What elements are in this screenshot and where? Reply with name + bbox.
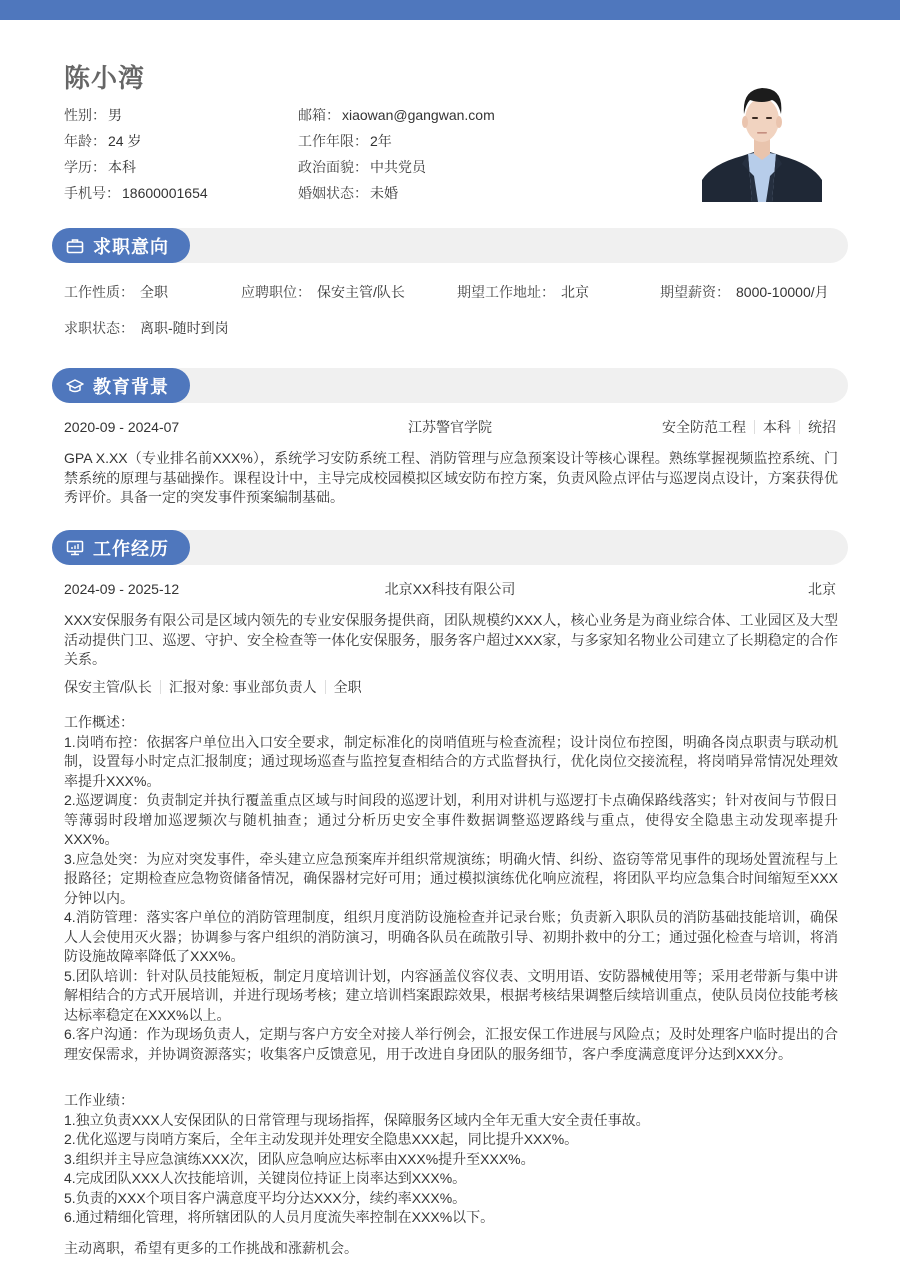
work-position: 保安主管/队长	[64, 679, 152, 695]
education-type: 统招	[808, 419, 836, 435]
job-intent-row-2	[64, 317, 844, 339]
section-title-pill	[52, 228, 190, 263]
education-entry-header	[64, 416, 836, 438]
work-report-to: 汇报对象: 事业部负责人	[168, 679, 317, 695]
basic-info-left	[64, 104, 208, 208]
achievement-item: 2.优化巡逻与岗哨方案后，全年主动发现并处理安全隐患XXX起，同比提升XXX%。	[64, 1131, 579, 1147]
intent-location: 期望工作地址： 北京	[457, 284, 589, 300]
achievements-title: 工作业绩：	[64, 1092, 134, 1108]
divider	[799, 420, 800, 434]
education-details	[662, 416, 836, 438]
section-title: 教育背景	[93, 376, 169, 397]
intent-status: 求职状态： 离职-随时到岗	[64, 320, 229, 336]
work-entry-header	[64, 578, 836, 600]
candidate-name: 陈小湾	[64, 63, 146, 93]
profile-photo	[702, 72, 822, 202]
section-title-pill	[52, 530, 190, 565]
work-overview	[64, 713, 838, 1064]
overview-item: 5.团队培训：针对队员技能短板，制定月度培训计划，内容涵盖仪容仪表、文明用语、安防器械使用等；采用老带新与集中讲解相结合的方式开展培训，并进行现场考核；建立培训档案跟踪效果，根据考核结果调整后续培训重点，使队员岗位技能考核达标率稳定在XXX%以上。	[64, 967, 838, 1023]
intent-job-type: 工作性质： 全职	[64, 284, 168, 300]
work-city: 北京	[808, 581, 836, 597]
overview-item: 6.客户沟通：作为现场负责人，定期与客户方安全对接人举行例会，汇报安保工作进展与风险点；及时处理客户临时提出的合理安保需求，并协调资源落实；收集客户反馈意见，用于改进自身团队的服务细节，客户季度满意度评分达到XXX分。	[64, 1026, 838, 1062]
achievement-item: 4.完成团队XXX人次技能培训，关键岗位持证上岗率达到XXX%。	[64, 1170, 467, 1186]
section-title: 工作经历	[93, 538, 169, 559]
overview-item: 4.消防管理：落实客户单位的消防管理制度，组织月度消防设施检查并记录台账；负责新入职队员的消防基础技能培训，确保人人会使用灭火器；协调参与客户组织的消防演习，明确各队员在疏散引导、初期扑救中的分工；通过强化检查与培训，将消防设施故障率降低了XXX%。	[64, 909, 838, 964]
portrait-icon	[702, 72, 822, 202]
section-header-work	[52, 530, 848, 565]
overview-item: 3.应急处突：为应对突发事件，牵头建立应急预案库并组织常规演练；明确火情、纠纷、盗窃等常见事件的现场处置流程与上报路径；定期检查应急物资储备情况，确保器材完好可用；通过模拟演练优化响应流程，将团队平均应急集合时间缩短至XXX分钟以内。	[64, 850, 838, 906]
leave-reason: 主动离职，希望有更多的工作挑战和涨薪机会。	[64, 1240, 358, 1256]
intent-salary: 期望薪资： 8000-10000/月	[660, 284, 829, 300]
education-major: 安全防范工程	[662, 419, 746, 435]
achievement-item: 6.通过精细化管理，将所辖团队的人员月度流失率控制在XXX%以下。	[64, 1209, 495, 1225]
overview-item: 1.岗哨布控：依据客户单位出入口安全要求，制定标准化的岗哨值班与检查流程；设计岗位布控图，明确各岗点职责与联动机制，设置每小时定点汇报制度；通过现场巡查与监控复查相结合的方式监督执行，优化岗位交接流程，将岗哨异常情况处理效率提升XXX%。	[64, 733, 838, 789]
overview-title: 工作概述：	[64, 714, 134, 730]
job-intent-row-1	[64, 281, 844, 303]
overview-item: 2.巡逻调度：负责制定并执行覆盖重点区域与时间段的巡逻计划，利用对讲机与巡逻打卡点确保路线落实；针对夜间与节假日等薄弱时段增加巡逻频次与随机抽查；通过分析历史安全事件数据调整巡逻路线与重点，使得安全隐患主动发现率提升XXX%。	[64, 792, 838, 847]
info-email: 邮箱： xiaowan@gangwan.com	[298, 107, 495, 123]
achievement-item: 3.组织并主导应急演练XXX次，团队应急响应达标率由XXX%提升至XXX%。	[64, 1150, 535, 1167]
education-description: GPA X.XX（专业排名前XXX%），系统学习安防系统工程、消防管理与应急预案设计等核心课程。熟练掌握视频监控系统、门禁系统的原理与基础操作。课程设计中，主导完成校园模拟区域安防布控方案，负责风险点评估与巡逻岗点设计，方案获得优秀评价。具备一定的突发事件预案编制基础。	[64, 450, 838, 505]
basic-info-right	[298, 104, 495, 208]
monitor-chart-icon	[65, 539, 85, 557]
briefcase-icon	[65, 237, 85, 255]
section-header-job-intent	[52, 228, 848, 263]
work-period: 2024-09 - 2025-12	[64, 581, 180, 597]
work-role-line	[64, 676, 362, 698]
intent-position: 应聘职位： 保安主管/队长	[241, 284, 405, 300]
company-intro: XXX安保服务有限公司是区域内领先的专业安保服务提供商，团队规模约XXX人，核心业务是为商业综合体、工业园区及大型活动提供门卫、巡逻、守护、安全检查等一体化安保服务，服务客户超过XXX家，与多家知名物业公司建立了长期稳定的合作关系。	[64, 612, 838, 667]
divider	[160, 680, 161, 694]
achievement-item: 1.独立负责XXX人安保团队的日常管理与现场指挥，保障服务区域内全年无重大安全责任事故。	[64, 1111, 650, 1128]
work-company: 北京XX科技有限公司	[384, 581, 516, 597]
education-period: 2020-09 - 2024-07	[64, 419, 180, 435]
info-marital-status: 婚姻状态： 未婚	[298, 185, 398, 201]
info-political-status: 政治面貌： 中共党员	[298, 159, 426, 175]
work-achievements	[64, 1091, 838, 1228]
info-gender: 性别： 男	[64, 107, 122, 123]
achievement-item: 5.负责的XXX个项目客户满意度平均分达XXX分，续约率XXX%。	[64, 1189, 467, 1206]
education-school: 江苏警官学院	[408, 419, 492, 435]
graduation-cap-icon	[65, 377, 85, 395]
divider	[754, 420, 755, 434]
education-degree: 本科	[763, 419, 791, 435]
info-education: 学历： 本科	[64, 159, 136, 175]
info-age: 年龄： 24 岁	[64, 133, 142, 149]
section-title-pill	[52, 368, 190, 403]
section-header-education	[52, 368, 848, 403]
info-work-years: 工作年限： 2年	[298, 133, 392, 149]
section-title: 求职意向	[93, 236, 169, 257]
work-job-type: 全职	[333, 679, 362, 695]
info-phone: 手机号： 18600001654	[64, 185, 208, 201]
top-accent-bar	[0, 0, 900, 20]
divider	[325, 680, 326, 694]
